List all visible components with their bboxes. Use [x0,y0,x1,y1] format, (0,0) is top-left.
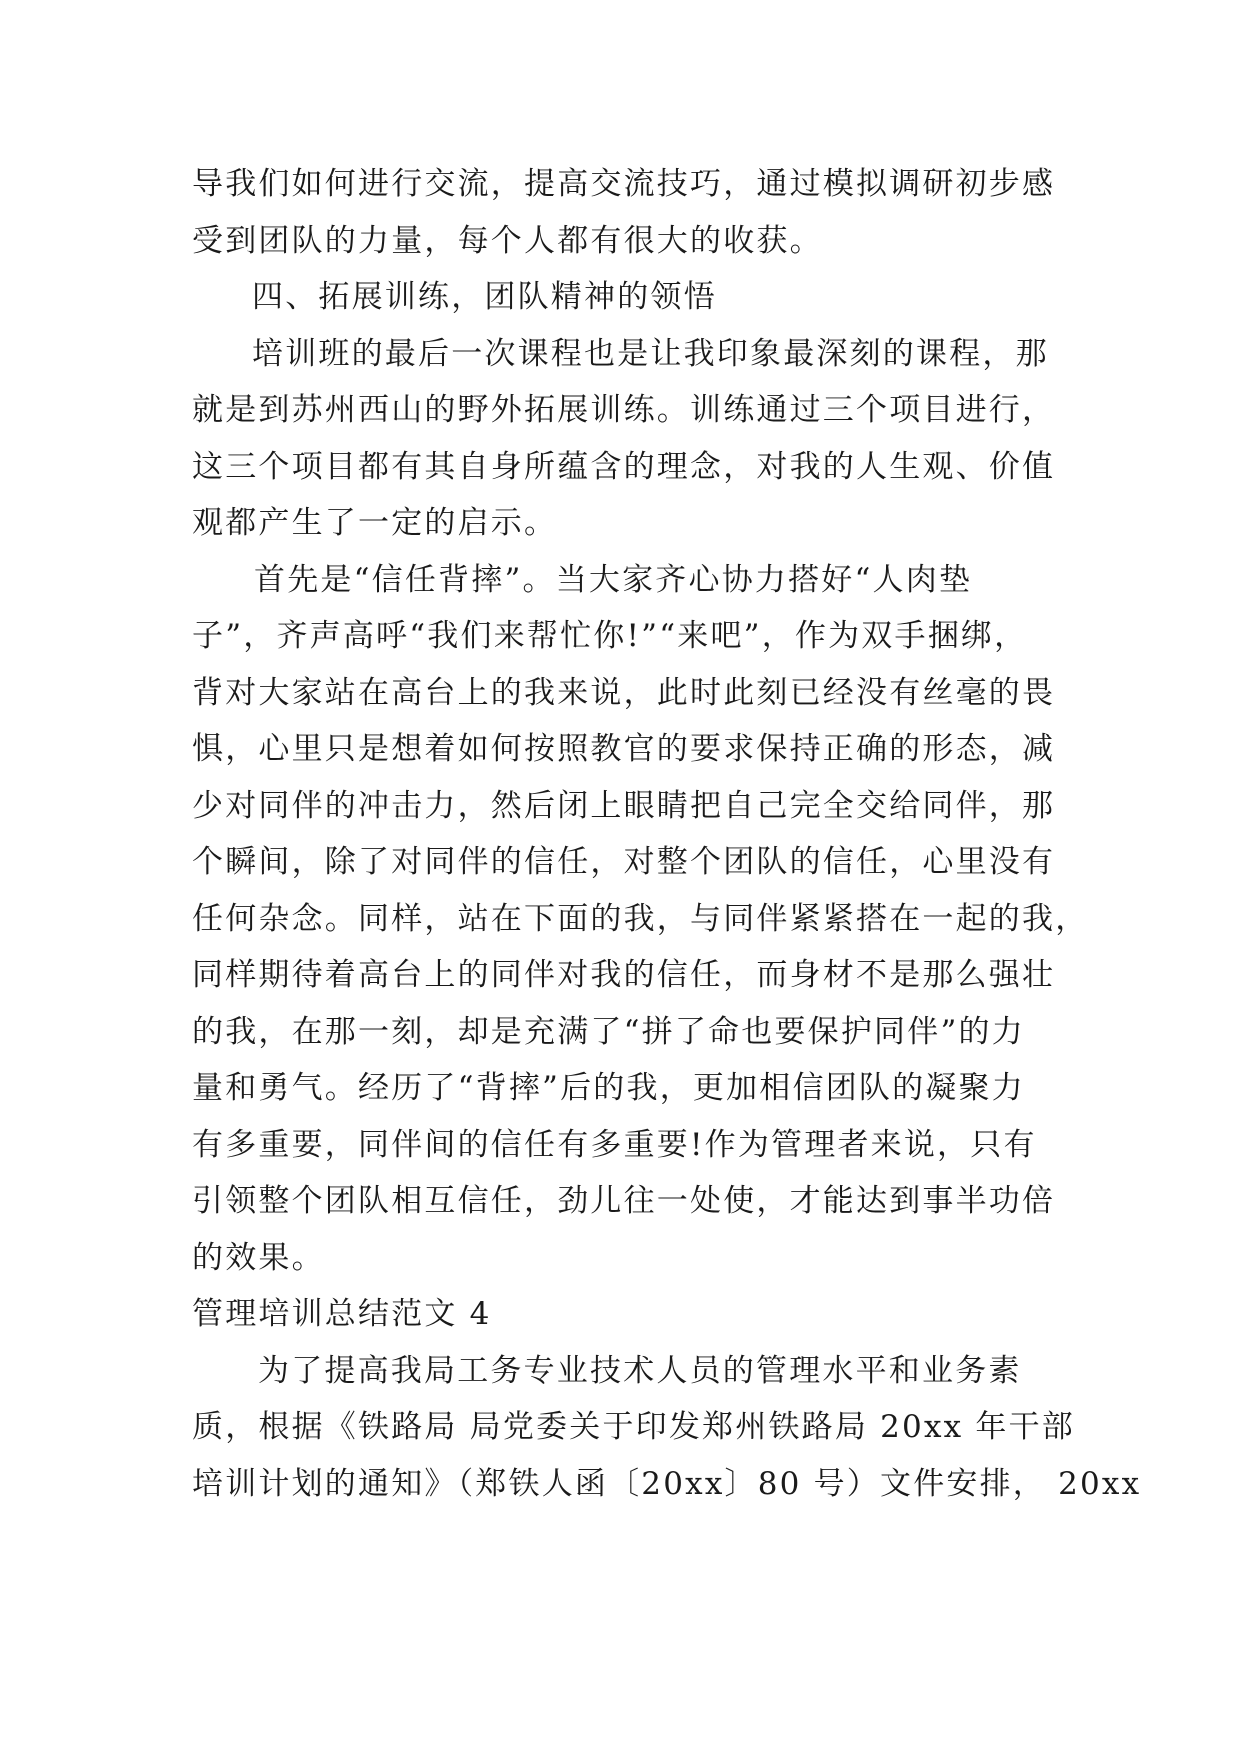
text-line: 引领整个团队相互信任，劲儿往一处使，才能达到事半功倍 [192,1183,1056,1219]
text-line: 的我，在那一刻，却是充满了“拼了命也要保护同伴”的力 [192,1013,1025,1050]
article-title: 管理培训总结范文 4 [192,1296,492,1332]
text-line: 这三个项目都有其自身所蕴含的理念，对我的人生观、价值 [192,448,1056,485]
text-line: 培训计划的通知》（郑铁人函〔20xx〕80 号）文件安排， 20xx [192,1465,1142,1502]
document-body [192,156,1142,1512]
text-line: 质，根据《铁路局 局党委关于印发郑州铁路局 20xx 年干部 [192,1409,1075,1445]
text-line: 导我们如何进行交流，提高交流技巧，通过模拟调研初步感 [192,166,1056,202]
text-line: 个瞬间，除了对同伴的信任，对整个团队的信任，心里没有 [192,844,1056,880]
text-line: 量和勇气。经历了“背摔”后的我，更加相信团队的凝聚力 [192,1070,1025,1106]
text-line: 培训班的最后一次课程也是让我印象最深刻的课程，那 [252,335,1049,372]
text-line: 受到团队的力量，每个人都有很大的收获。 [192,222,823,259]
text-line: 背对大家站在高台上的我来说，此时此刻已经没有丝毫的畏 [192,674,1056,711]
section-heading: 四、拓展训练，团队精神的领悟 [252,279,717,315]
text-line: 为了提高我局工务专业技术人员的管理水平和业务素 [258,1352,1022,1389]
text-line: 首先是“信任背摔”。当大家齐心协力搭好“人肉垫 [254,561,973,598]
text-line: 有多重要，同伴间的信任有多重要!作为管理者来说，只有 [192,1126,1037,1163]
text-line: 的效果。 [192,1239,325,1276]
text-line: 就是到苏州西山的野外拓展训练。训练通过三个项目进行， [192,392,1056,428]
text-line: 子”，齐声高呼“我们来帮忙你!”“来吧”，作为双手捆绑， [192,618,1028,654]
text-line: 观都产生了一定的启示。 [192,505,558,541]
text-line: 惧，心里只是想着如何按照教官的要求保持正确的形态，减 [192,731,1056,767]
text-line: 同样期待着高台上的同伴对我的信任，而身材不是那么强壮 [192,957,1056,993]
text-line: 任何杂念。同样，站在下面的我，与同伴紧紧搭在一起的我， [192,900,1089,937]
text-line: 少对同伴的冲击力，然后闭上眼睛把自己完全交给同伴，那 [192,787,1056,824]
